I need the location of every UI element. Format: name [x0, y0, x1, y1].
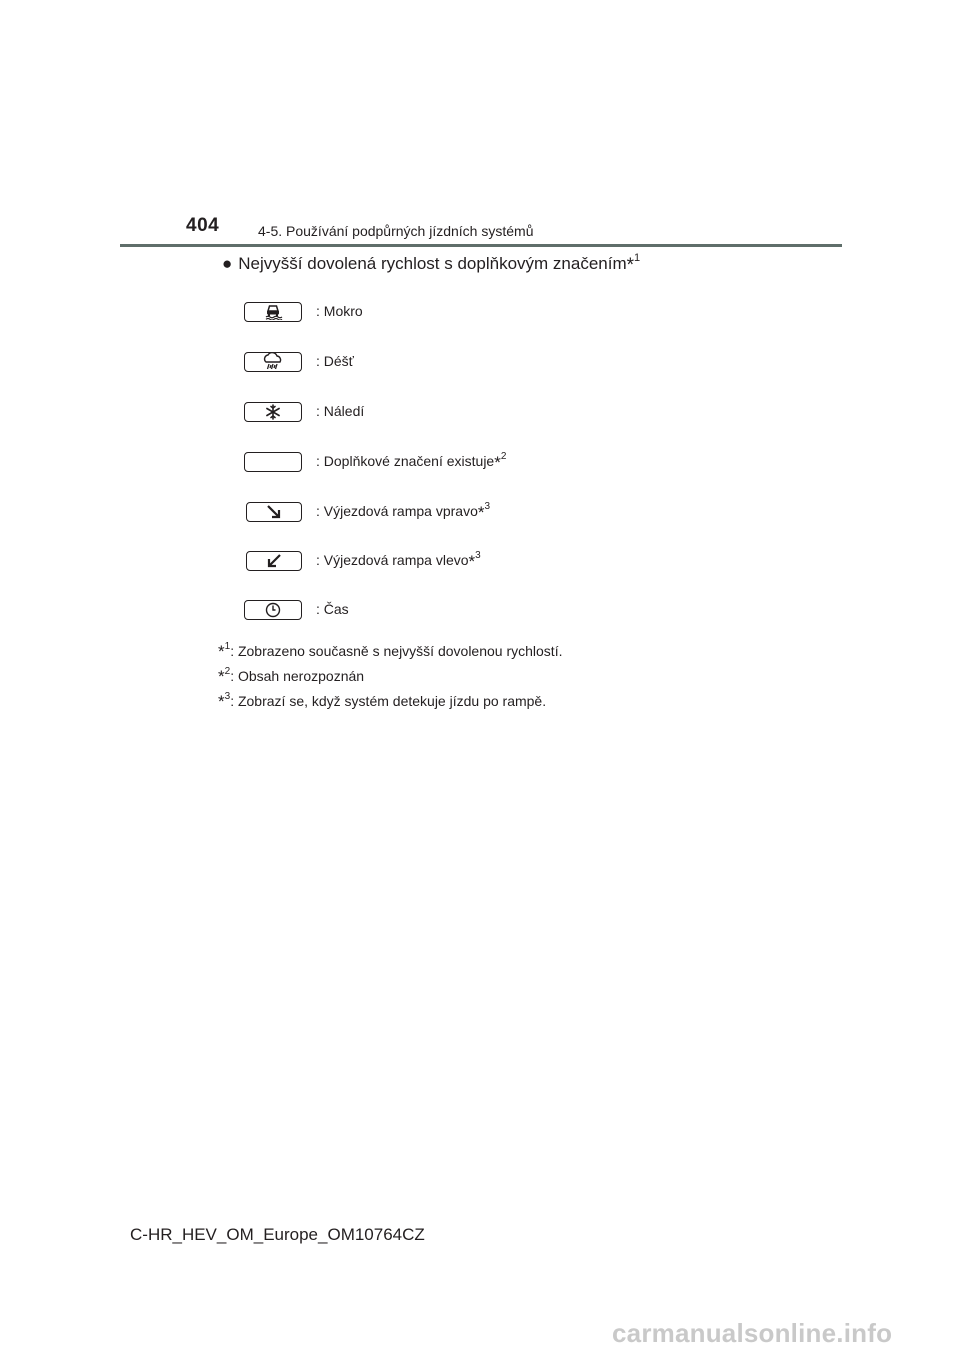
item-label: : Čas	[316, 601, 349, 617]
page-number: 404	[186, 215, 220, 236]
list-item-rain	[244, 352, 804, 374]
clock-icon	[244, 600, 302, 620]
item-label: : Náledí	[316, 403, 365, 419]
item-label: : Doplňkové značení existuje$^{*2}$	[316, 451, 507, 472]
item-label: : Déšť	[316, 353, 354, 369]
heading-ref-number: 1	[634, 252, 641, 264]
list-item-exit-right	[244, 502, 804, 524]
heading-text: Nejvyšší dovolená rychlost s doplňkovým značením	[238, 254, 627, 273]
list-item-supplementary	[244, 452, 804, 474]
wet-road-icon	[244, 302, 302, 322]
footnote-1: $^{*1}$: Zobrazeno současně s nejvyšší dovolenou rychlostí.	[218, 641, 563, 661]
header-divider	[120, 244, 842, 247]
item-label: : Výjezdová rampa vlevo$^{*3}$	[316, 550, 481, 571]
list-item-wet	[244, 302, 804, 324]
bullet-icon: ●	[222, 254, 233, 273]
footnote-3: $^{*3}$: Zobrazí se, když systém detekuje jízdu po rampě.	[218, 691, 547, 711]
list-item-ice	[244, 402, 804, 424]
section-title: 4-5. Používání podpůrných jízdních systémů	[258, 223, 534, 239]
document-code: C-HR_HEV_OM_Europe_OM10764CZ	[130, 1225, 425, 1244]
heading-ref-mark: *	[626, 255, 635, 276]
arrow-down-left-icon	[246, 551, 302, 571]
item-label: : Výjezdová rampa vpravo$^{*3}$	[316, 501, 491, 522]
rain-cloud-icon	[244, 352, 302, 372]
footnote-2: $^{*2}$: Obsah nerozpoznán	[218, 666, 365, 686]
list-item-time	[244, 600, 804, 622]
list-item-exit-left	[244, 551, 804, 573]
item-label: : Mokro	[316, 303, 363, 319]
watermark: carmanualsonline.info	[612, 1318, 893, 1348]
section-heading	[222, 254, 640, 274]
snowflake-icon	[244, 402, 302, 422]
blank-sign-icon	[244, 452, 302, 472]
arrow-down-right-icon	[246, 502, 302, 522]
